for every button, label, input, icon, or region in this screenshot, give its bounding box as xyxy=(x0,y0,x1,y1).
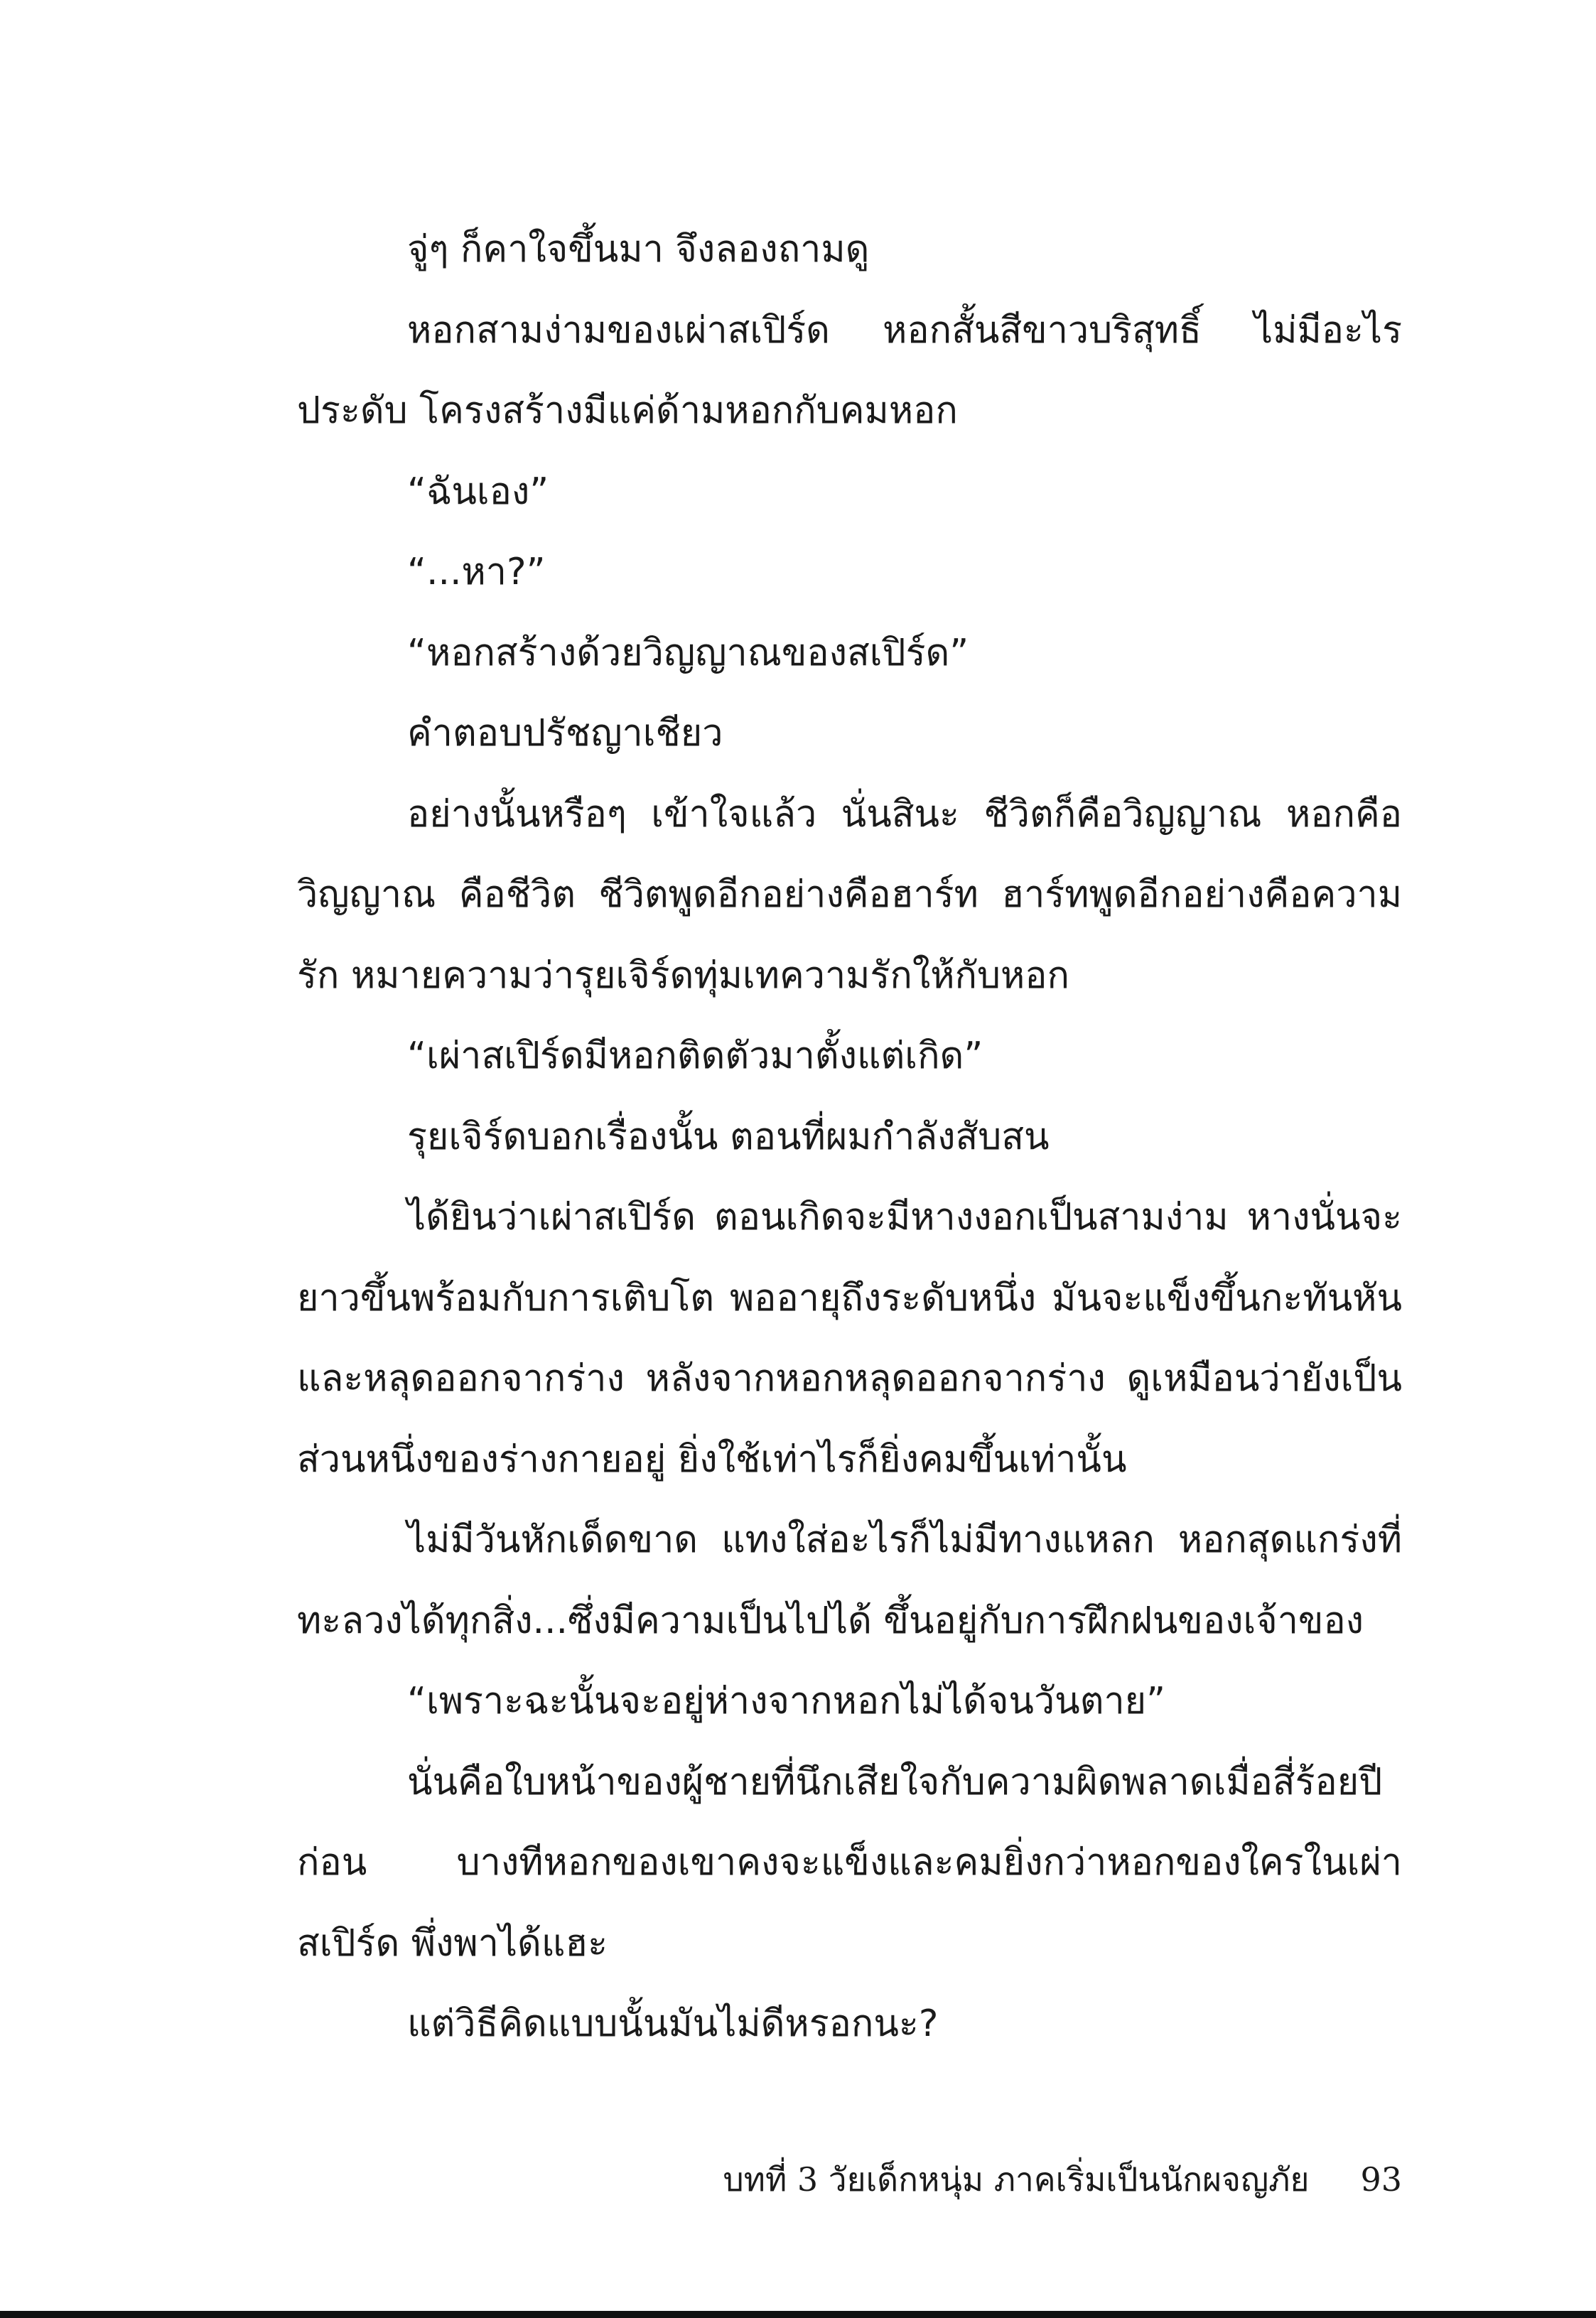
paragraph-4: “...หา?” xyxy=(407,551,546,593)
paragraph-7: อย่างนั้นหรือๆ เข้าใจแล้ว นั่นสินะ ชีวิตก็คือวิญญาณ หอกคือ วิญญาณ คือชีวิต ชีวิตพูดอีกอย่างคือฮาร์ท ฮาร์ทพูดอีกอย่างคือความ รัก หมายความว่ารุยเจิร์ดทุ่มเทความรักให้กับหอก xyxy=(297,792,1402,997)
paragraph-9: รุยเจิร์ดบอกเรื่องนั้น ตอนที่ผมกำลังสับสน xyxy=(407,1115,1050,1158)
paragraph-2: หอกสามง่ามของเผ่าสเปิร์ด หอกสั้นสีขาวบริสุทธิ์ ไม่มีอะไรประดับ โครงสร้างมีแค่ด้ามหอกกับคมหอก xyxy=(297,308,1402,432)
paragraph-10: ได้ยินว่าเผ่าสเปิร์ด ตอนเกิดจะมีหางงอกเป็นสามง่าม หางนั่นจะ ยาวขึ้นพร้อมกับการเติบโต พออายุถึงระดับหนึ่ง มันจะแข็งขึ้นกะทันหัน และหลุดออกจากร่าง หลังจากหอกหลุดออกจากร่าง ดูเหมือนว่ายังเป็น ส่วนหนึ่งของร่างกายอยู่ ยิ่งใช้เท่าไรก็ยิ่งคมขึ้นเท่านั้น xyxy=(297,1196,1402,1481)
paragraph-8: “เผ่าสเปิร์ดมีหอกติดตัวมาตั้งแต่เกิด” xyxy=(407,1035,983,1077)
chapter-title: บทที่ 3 วัยเด็กหนุ่ม ภาคเริ่มเป็นนักผจญภัย xyxy=(723,2160,1310,2199)
paragraph-5: “หอกสร้างด้วยวิญญาณของสเปิร์ด” xyxy=(407,631,969,674)
paragraph-11: ไม่มีวันหักเด็ดขาด แทงใส่อะไรก็ไม่มีทางแหลก หอกสุดแกร่งที่ ทะลวงได้ทุกสิ่ง...ซึ่งมีความเป็นไปได้ ขึ้นอยู่กับการฝึกฝนของเจ้าของ xyxy=(297,1519,1402,1642)
page-footer xyxy=(711,2151,1402,2208)
paragraph-6: คำตอบปรัชญาเชียว xyxy=(407,712,723,755)
paragraph-14: แต่วิธีคิดแบบนั้นมันไม่ดีหรอกนะ? xyxy=(407,2002,939,2045)
page-number: 93 xyxy=(1360,2160,1402,2199)
bottom-border xyxy=(0,2311,1596,2318)
paragraph-12: “เพราะฉะนั้นจะอยู่ห่างจากหอกไม่ได้จนวันตาย” xyxy=(407,1680,1166,1723)
paragraph-3: “ฉันเอง” xyxy=(407,470,549,513)
paragraph-13: นั่นคือใบหน้าของผู้ชายที่นึกเสียใจกับความผิดพลาดเมื่อสี่ร้อยปี ก่อน บางทีหอกของเขาคงจะแข็งและคมยิ่งกว่าหอกของใครในเผ่าสเปิร์ด พึ่งพาได้แฮะ xyxy=(297,1760,1402,1965)
paragraph-1: จู่ๆ ก็คาใจขึ้นมา จึงลองถามดู xyxy=(407,228,870,271)
body-text xyxy=(297,210,1402,2065)
